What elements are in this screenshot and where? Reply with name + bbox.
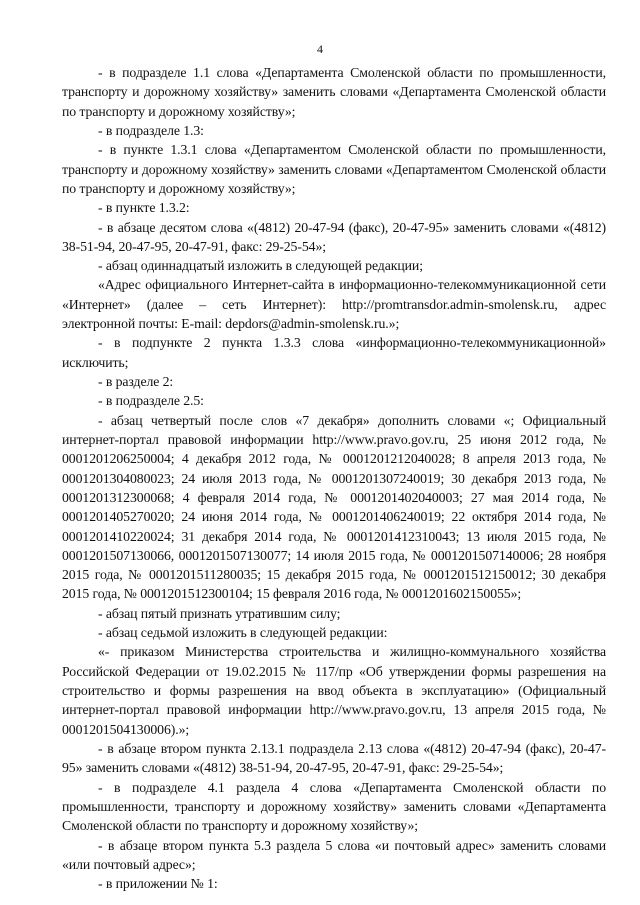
paragraph: «- приказом Министерства строительства и жилищно-коммунального хозяйства Российской Федерации от 19.02.2015 № 117/пр «Об утверждении формы разрешения на строительство и формы разрешения на ввод объекта в эксплуатацию» (Официальный интернет-портал правовой информации http://www.pravo.gov.ru, 13 апреля 2015 года, № 0001201504130006).»;: [62, 644, 606, 737]
paragraph: - в разделе 2:: [98, 374, 174, 389]
paragraph: - в подразделе 1.3:: [98, 122, 204, 138]
paragraph: - в абзаце втором пункта 2.13.1 подраздела 2.13 слова «(4812) 20-47-94 (факс), 20-47-95» заменить словами «(4812) 38-51-94, 20-47-95, 20-47-91, факс: 29-25-54»;: [62, 740, 606, 776]
paragraph: - в подразделе 4.1 раздела 4 слова «Департамента Смоленской области по промышленности, транспорту и дорожному хозяйству» заменить словами «Департамента Смоленской области по транспорту и дорожному хозяйству»;: [62, 779, 606, 834]
paragraph: - абзац одиннадцатый изложить в следующей редакции;: [98, 258, 423, 274]
paragraph: - в абзаце втором пункта 5.3 раздела 5 слова «и почтовый адрес» заменить словами «или почтовый адрес»;: [62, 837, 606, 872]
paragraph: - в пункте 1.3.2:: [98, 200, 190, 216]
paragraph: - в приложении № 1:: [98, 876, 218, 892]
paragraph: - в подразделе 1.1 слова «Департамента Смоленской области по промышленности, транспорту и дорожному хозяйству» заменить словами «Департамента Смоленской области по транспорту и дорожному хозяйству»;: [62, 65, 606, 119]
document-body: [62, 63, 606, 893]
paragraph: - в пункте 1.3.1 слова «Департаментом Смоленской области по промышленности, транспорту и дорожному хозяйству» заменить словами «Департаментом Смоленской области по транспорту и дорожному хозяйству»;: [62, 142, 606, 196]
page-number: 4: [317, 42, 323, 56]
paragraph: - абзац пятый признать утратившим силу;: [98, 605, 341, 621]
paragraph: - в подразделе 2.5:: [98, 393, 204, 409]
paragraph: - абзац седьмой изложить в следующей редакции:: [98, 625, 388, 641]
paragraph: «Адрес официального Интернет-сайта в информационно-телекоммуникационной сети «Интернет» (далее – сеть Интернет): http://promtransdor.admin-smolensk.ru, адрес электронной почты: E-mail: depdors@admin-smolensk.ru.»;: [62, 277, 606, 332]
paragraph: - в абзаце десятом слова «(4812) 20-47-94 (факс), 20-47-95» заменить словами «(4812) 38-51-94, 20-47-95, 20-47-91, факс: 29-25-54»;: [62, 219, 606, 254]
paragraph: - в подпункте 2 пункта 1.3.3 слова «информационно-телекоммуникационной» исключить;: [62, 335, 606, 370]
paragraph: - абзац четвертый после слов «7 декабря» дополнить словами «; Официальный интернет-портал правовой информации http://www.pravo.gov.ru, 25 июня 2012 года, № 0001201206250004; 4 декабря 2012 года, № 0001201212040028; 8 апреля 2013 года, № 0001201304080023; 24 июля 2013 года, № 0001201307240019; 30 декабря 2013 года, № 0001201312300068; 4 февраля 2014 года, № 0001201402040003; 27 мая 2014 года, № 0001201405270020; 24 июня 2014 года, № 0001201406240019; 22 октября 2014 года, № 0001201410220024; 31 декабря 2014 года, № 0001201412310043; 13 июля 2015 года, № 0001201507130066, 0001201507130077; 14 июля 2015 года, № 0001201507140006; 28 ноября 2015 года, № 0001201511280035; 15 декабря 2015 года, № 0001201512150012; 30 декабря 2015 года, № 0001201512300104; 15 февраля 2016 года, № 0001201602150055»;: [62, 412, 606, 602]
